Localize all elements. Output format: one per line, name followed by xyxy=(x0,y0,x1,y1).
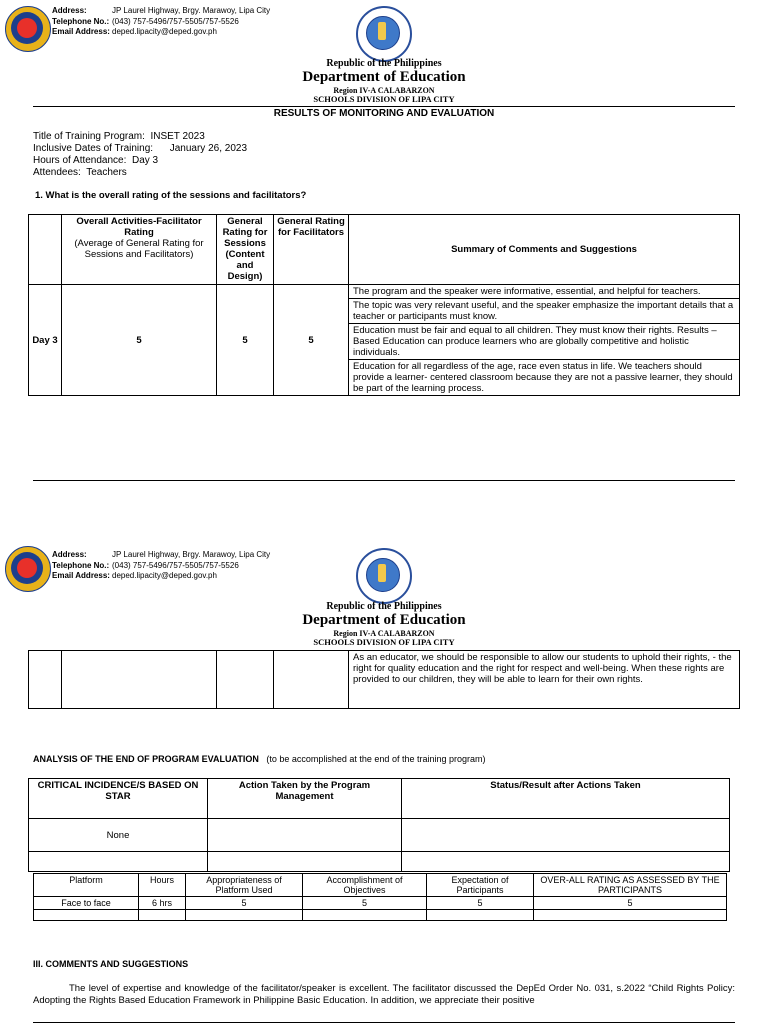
header-contact-block xyxy=(52,550,270,582)
dates-value: January 26, 2023 xyxy=(169,143,248,154)
critical-empty-row xyxy=(29,852,730,872)
facilitators-header: General Rating for Facilitators xyxy=(274,215,349,285)
platform-header: Platform xyxy=(34,874,139,897)
ratings-table xyxy=(28,214,740,396)
overall-rating-header: OVER-ALL RATING AS ASSESSED BY THE PARTICIPANTS xyxy=(534,874,727,897)
empty-cell xyxy=(186,910,303,921)
email-text: deped.lipacity@deped.gov.ph xyxy=(112,27,217,36)
day-3-row xyxy=(29,285,740,396)
deped-seal-logo xyxy=(356,6,412,62)
email-label: Email Address: xyxy=(52,27,110,36)
telephone-text: (043) 757-5496/757-5505/757-5526 xyxy=(112,16,239,26)
platform-table xyxy=(33,873,727,921)
telephone-label: Telephone No.: xyxy=(52,16,110,26)
day-label: Day 3 xyxy=(29,285,62,396)
document-title: RESULTS OF MONITORING AND EVALUATION xyxy=(273,108,495,119)
header-divider xyxy=(33,106,735,107)
empty-cell xyxy=(217,651,274,709)
division-line: SCHOOLS DIVISION OF LIPA CITY xyxy=(313,94,455,104)
division-seal-logo xyxy=(5,6,51,52)
comment-item: As an educator, we should be responsible to allow our students to uphold their rights, - the right for quality education and the right for respect and well-being. When these rights are provided to our children, they will be able to learn for their own rights. xyxy=(349,651,740,709)
empty-cell xyxy=(139,910,186,921)
empty-cell xyxy=(402,819,730,852)
empty-cell xyxy=(29,651,62,709)
facilitators-value: 5 xyxy=(274,285,349,396)
accomplishment-header: Accomplishment of Objectives xyxy=(303,874,427,897)
question-1: 1. What is the overall rating of the sessions and facilitators? xyxy=(35,190,307,201)
appropriateness-header: Appropriateness of Platform Used xyxy=(186,874,303,897)
analysis-title-line xyxy=(33,754,485,764)
comment-item: Education must be fair and equal to all children. They must know their rights. Results – Based Education can produce learners who are globally competitive and holistic individuals. xyxy=(349,324,739,360)
overall-rating-value: 5 xyxy=(534,897,727,910)
critical-value-row xyxy=(29,819,730,852)
empty-cell xyxy=(274,651,349,709)
analysis-note: (to be accomplished at the end of the training program) xyxy=(266,754,486,764)
analysis-title: ANALYSIS OF THE END OF PROGRAM EVALUATION xyxy=(33,754,259,764)
header-contact-block xyxy=(52,6,270,38)
critical-header: CRITICAL INCIDENCE/S BASED ON STAR xyxy=(29,779,208,819)
address-label: Address: xyxy=(52,550,87,559)
hours-label: Hours of Attendance: xyxy=(33,155,127,166)
division-line: SCHOOLS DIVISION OF LIPA CITY xyxy=(313,637,455,647)
sessions-header: General Rating for Sessions (Content and Design) xyxy=(217,215,274,285)
empty-cell xyxy=(427,910,534,921)
page-1-footer-line xyxy=(33,480,735,481)
division-seal-logo xyxy=(5,546,51,592)
empty-cell xyxy=(34,910,139,921)
status-header: Status/Result after Actions Taken xyxy=(402,779,730,819)
department-title: Department of Education xyxy=(302,612,466,628)
platform-empty-row xyxy=(34,910,727,921)
hours-header: Hours xyxy=(139,874,186,897)
telephone-label: Telephone No.: xyxy=(52,560,110,570)
platform-header-row xyxy=(34,874,727,897)
summary-header: Summary of Comments and Suggestions xyxy=(349,215,740,285)
page-2-footer-line xyxy=(33,1022,735,1023)
comment-item: Education for all regardless of the age, race even status in life. We teachers should provide a learner- centered classroom because they are not a passive learner, they should be part of the learning process. xyxy=(353,361,733,394)
platform-value-row xyxy=(34,897,727,910)
expectation-header: Expectation of Participants xyxy=(427,874,534,897)
address-text: JP Laurel Highway, Brgy. Marawoy, Lipa City xyxy=(112,550,271,559)
overall-value: 5 xyxy=(62,285,217,396)
critical-value: None xyxy=(29,819,208,852)
empty-cell xyxy=(208,819,402,852)
day-header-cell xyxy=(29,215,62,285)
empty-cell xyxy=(402,852,730,872)
empty-cell xyxy=(534,910,727,921)
attendees-value: Teachers xyxy=(86,167,127,178)
action-header: Action Taken by the Program Management xyxy=(208,779,402,819)
dates-label: Inclusive Dates of Training: xyxy=(33,143,154,154)
region-line: Region IV-A CALABARZON xyxy=(333,86,435,95)
ratings-table-continued xyxy=(28,650,740,709)
comment-item: The program and the speaker were informative, essential, and helpful for teachers. xyxy=(349,285,739,299)
critical-incidence-table xyxy=(28,778,730,872)
address-text: JP Laurel Highway, Brgy. Marawoy, Lipa City xyxy=(112,6,271,15)
region-line: Region IV-A CALABARZON xyxy=(333,629,435,638)
email-label: Email Address: xyxy=(52,571,110,580)
hours-value: Day 3 xyxy=(131,155,159,166)
section-3-title: III. COMMENTS AND SUGGESTIONS xyxy=(33,959,189,969)
accomplishment-value: 5 xyxy=(303,897,427,910)
republic-line: Republic of the Philippines xyxy=(326,58,442,69)
hours-value: 6 hrs xyxy=(139,897,186,910)
empty-cell xyxy=(29,852,208,872)
telephone-text: (043) 757-5496/757-5505/757-5526 xyxy=(112,560,239,570)
address-label: Address: xyxy=(52,6,87,15)
comments-cell xyxy=(349,285,740,396)
sessions-value: 5 xyxy=(217,285,274,396)
continued-row xyxy=(29,651,740,709)
email-text: deped.lipacity@deped.gov.ph xyxy=(112,571,217,580)
empty-cell xyxy=(208,852,402,872)
appropriateness-value: 5 xyxy=(186,897,303,910)
critical-header-row xyxy=(29,779,730,819)
platform-value: Face to face xyxy=(34,897,139,910)
overall-header xyxy=(62,215,217,285)
ratings-header-row xyxy=(29,215,740,285)
training-info xyxy=(33,131,247,179)
department-title: Department of Education xyxy=(302,69,466,85)
attendees-label: Attendees: xyxy=(33,167,81,178)
empty-cell xyxy=(303,910,427,921)
program-label: Title of Training Program: xyxy=(33,131,145,142)
deped-seal-logo xyxy=(356,548,412,604)
overall-header-sub: (Average of General Rating for Sessions and Facilitators) xyxy=(74,238,204,260)
program-value: INSET 2023 xyxy=(150,131,205,142)
expectation-value: 5 xyxy=(427,897,534,910)
section-3-paragraph: The level of expertise and knowledge of the facilitator/speaker is excellent. The facilitator discussed the DepEd Order No. 031, s.2022 “Child Rights Policy: Adopting the Rights Based Education Framework in Philippine Basic Education. In addition, we appreciate their positive xyxy=(33,983,735,1006)
republic-line: Republic of the Philippines xyxy=(326,601,442,612)
comment-item: The topic was very relevant useful, and the speaker emphasize the important details that a teacher or participants must know. xyxy=(349,299,739,324)
empty-cell xyxy=(62,651,217,709)
overall-header-bold: Overall Activities-Facilitator Rating xyxy=(76,216,202,238)
